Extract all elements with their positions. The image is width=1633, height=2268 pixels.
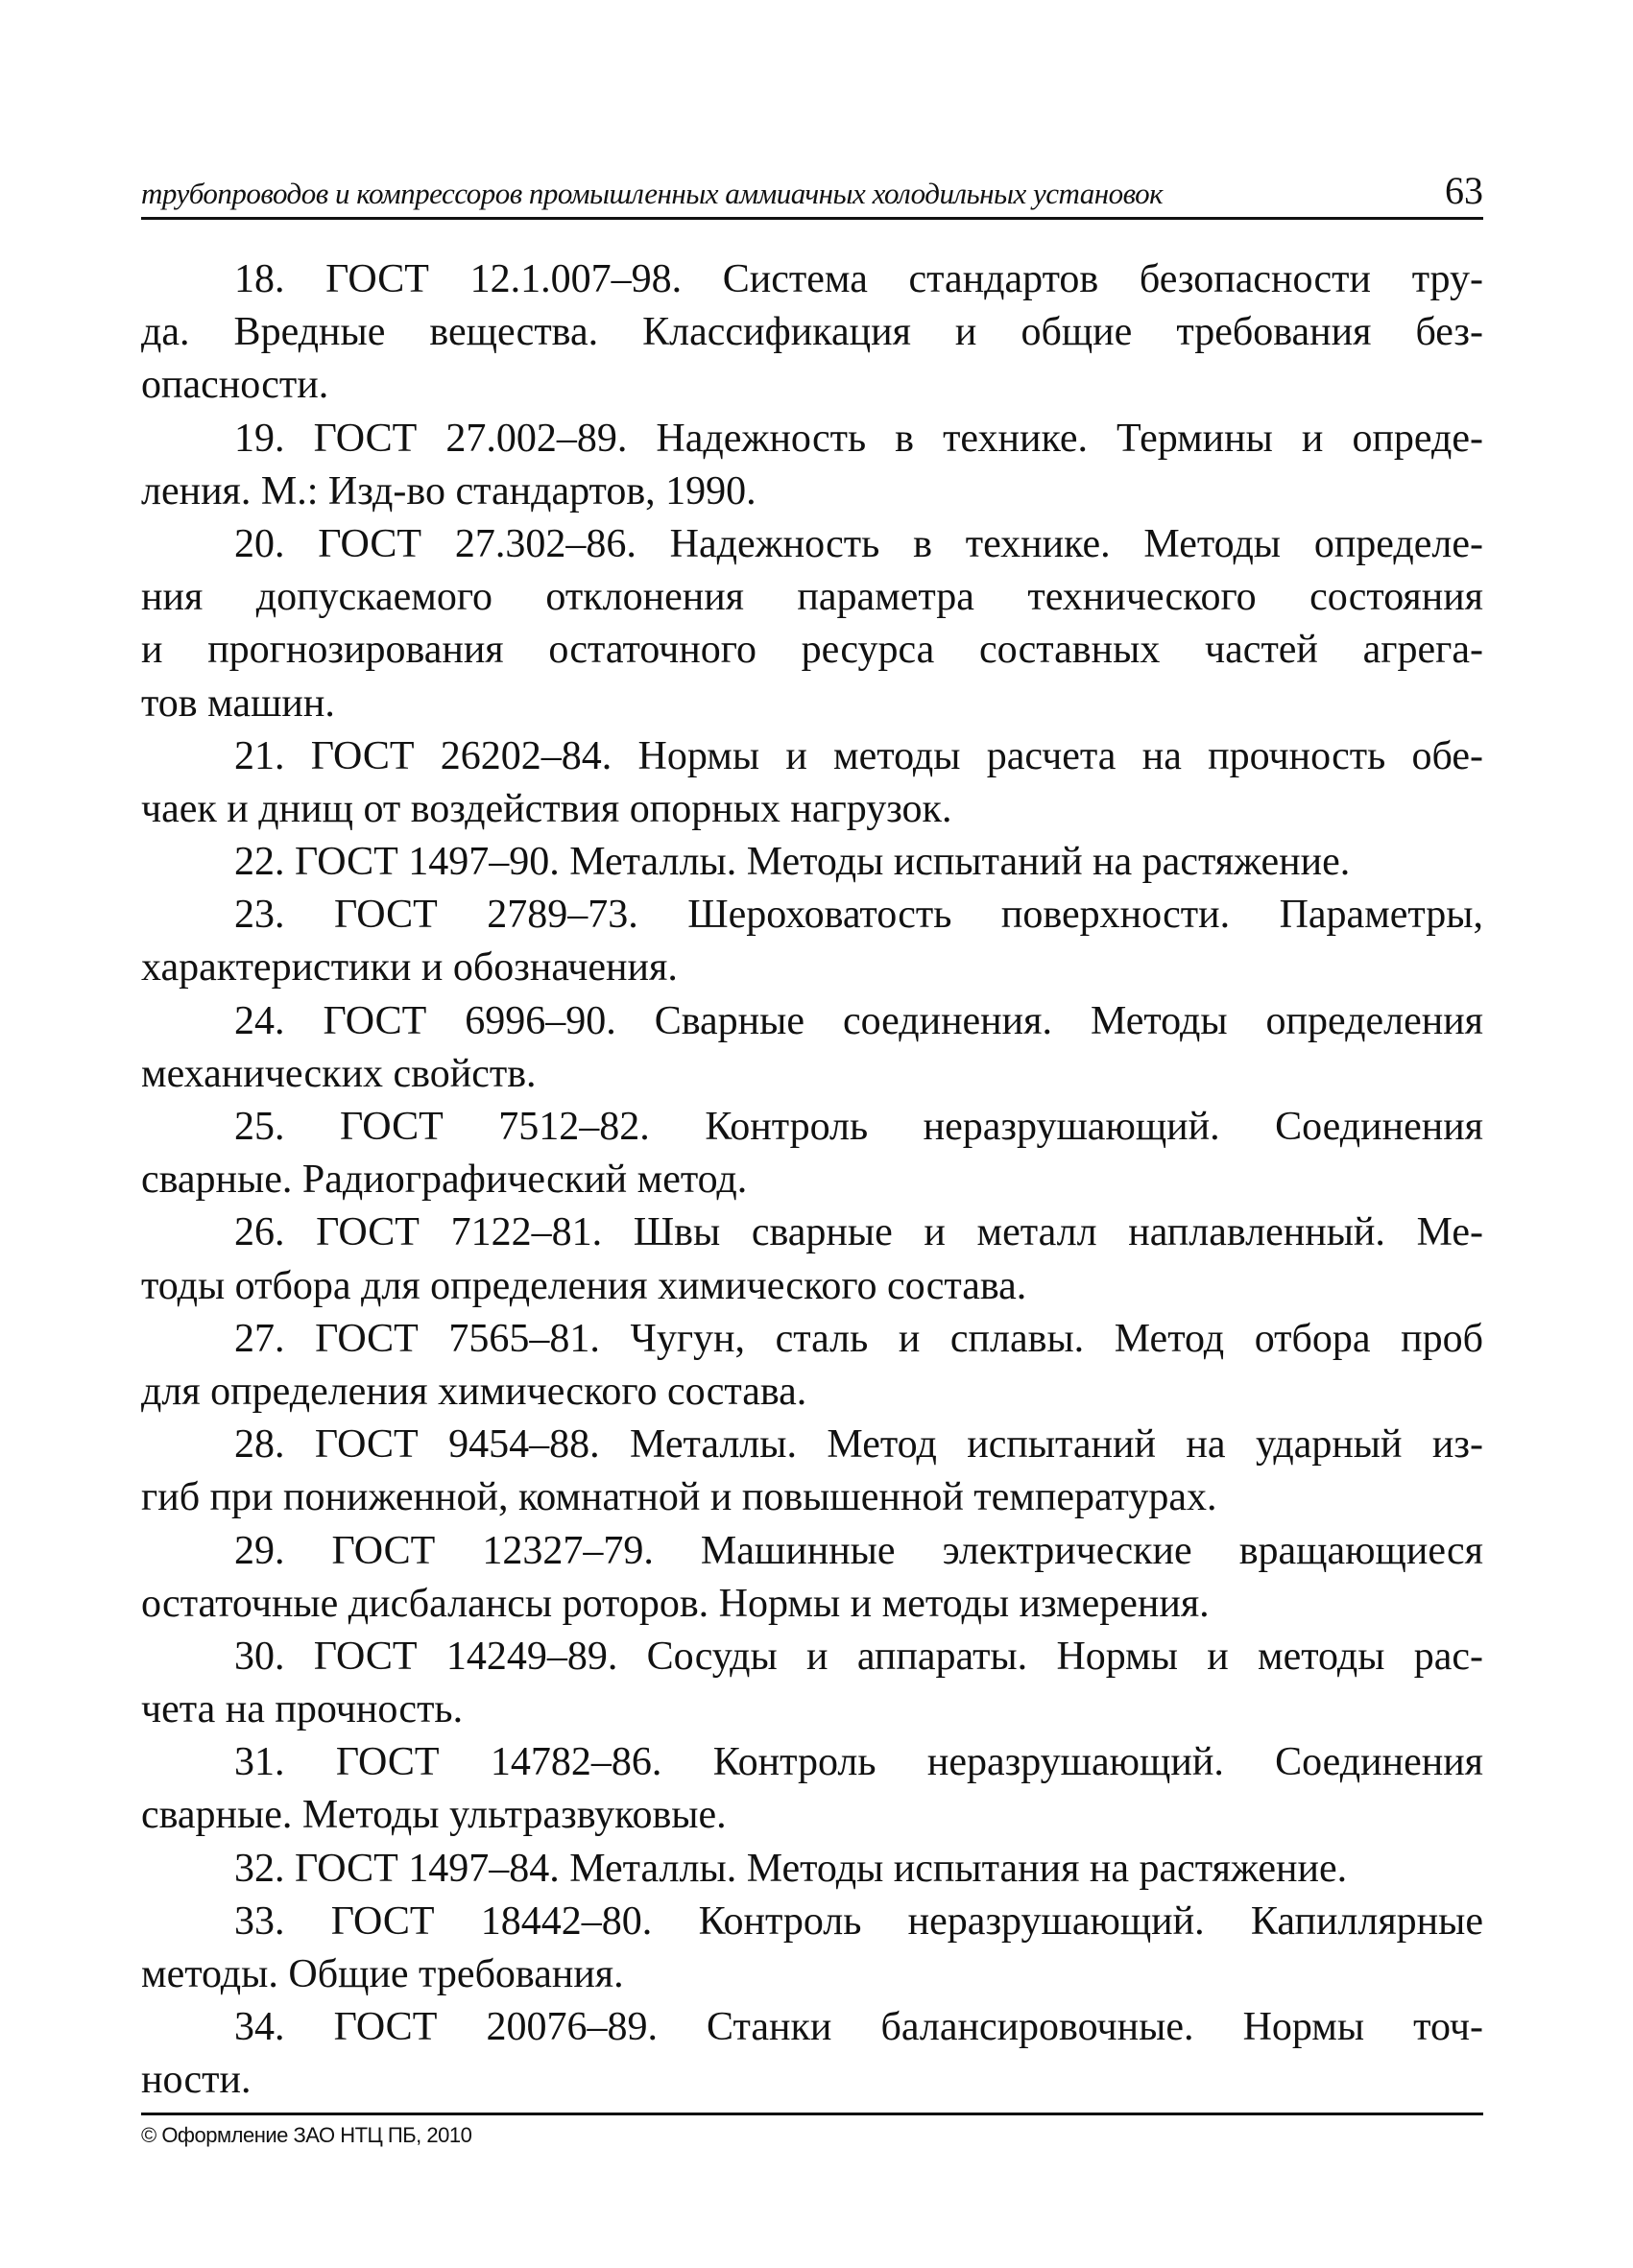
reference-line: 19. ГОСТ 27.002–89. Надежность в технике. Термины и опреде- — [234, 416, 1483, 461]
reference-item — [141, 995, 1483, 1101]
reference-line: тов машин. — [141, 680, 335, 726]
reference-item — [141, 1843, 1483, 1896]
reference-item — [141, 1896, 1483, 2001]
running-title: трубопроводов и компрессоров промышленных аммиачных холодильных установок — [141, 177, 1164, 210]
reference-line: 30. ГОСТ 14249–89. Сосуды и аппараты. Нормы и методы рас- — [234, 1634, 1483, 1679]
reference-item — [141, 1206, 1483, 1312]
running-header — [141, 171, 1483, 215]
reference-line: 23. ГОСТ 2789–73. Шероховатость поверхности. Параметры, — [234, 893, 1483, 938]
footer-rule — [141, 2113, 1483, 2115]
reference-item — [141, 836, 1483, 889]
reference-line: и прогнозирования остаточного ресурса составных частей агрега- — [141, 628, 1483, 673]
reference-line: 34. ГОСТ 20076–89. Станки балансировочные. Нормы точ- — [234, 2005, 1483, 2050]
reference-line: ния допускаемого отклонения параметра технического состояния — [141, 575, 1483, 620]
reference-line: для определения химического состава. — [141, 1369, 807, 1414]
reference-item — [141, 889, 1483, 994]
reference-line: характеристики и обозначения. — [141, 945, 678, 991]
reference-line: опасности. — [141, 363, 329, 408]
reference-line: методы. Общие требования. — [141, 1952, 624, 1996]
reference-item — [141, 1525, 1483, 1631]
header-rule — [141, 217, 1483, 220]
reference-line: 32. ГОСТ 1497–84. Металлы. Методы испытания на растяжение. — [234, 1846, 1348, 1891]
reference-line: механических свойств. — [141, 1051, 537, 1096]
reference-line: остаточные дисбалансы роторов. Нормы и методы измерения. — [141, 1581, 1210, 1626]
reference-item — [141, 518, 1483, 730]
reference-line: 31. ГОСТ 14782–86. Контроль неразрушающий. Соединения — [234, 1740, 1483, 1785]
page-number: 63 — [1445, 169, 1483, 212]
copyright-footer: © Оформление ЗАО НТЦ ПБ, 2010 — [141, 2123, 472, 2147]
reference-line: чета на прочность. — [141, 1687, 464, 1732]
reference-list — [141, 253, 1483, 2108]
reference-item — [141, 1736, 1483, 1842]
reference-item — [141, 253, 1483, 413]
reference-line: тоды отбора для определения химического состава. — [141, 1263, 1027, 1308]
reference-item — [141, 413, 1483, 518]
reference-line: сварные. Радиографический метод. — [141, 1158, 748, 1203]
reference-line: 18. ГОСТ 12.1.007–98. Система стандартов безопасности тру- — [234, 257, 1483, 301]
reference-line: 33. ГОСТ 18442–80. Контроль неразрушающий. Капиллярные — [234, 1898, 1483, 1944]
reference-line: 29. ГОСТ 12327–79. Машинные электрические вращающиеся — [234, 1528, 1483, 1573]
reference-item — [141, 1419, 1483, 1524]
reference-line: 22. ГОСТ 1497–90. Металлы. Методы испытаний на растяжение. — [234, 840, 1351, 885]
reference-line: 28. ГОСТ 9454–88. Металлы. Метод испытаний на ударный из- — [234, 1422, 1483, 1468]
reference-line: ности. — [141, 2058, 252, 2103]
reference-line: сварные. Методы ультразвуковые. — [141, 1793, 727, 1838]
reference-item — [141, 2001, 1483, 2107]
reference-line: чаек и днищ от воздействия опорных нагрузок. — [141, 786, 952, 831]
reference-line: 21. ГОСТ 26202–84. Нормы и методы расчета на прочность обе- — [234, 733, 1483, 778]
reference-line: 25. ГОСТ 7512–82. Контроль неразрушающий. Соединения — [234, 1105, 1483, 1149]
reference-item — [141, 1631, 1483, 1736]
reference-line: да. Вредные вещества. Классификация и общие требования без- — [141, 310, 1483, 355]
reference-line: 27. ГОСТ 7565–81. Чугун, сталь и сплавы. Метод отбора проб — [234, 1316, 1483, 1361]
reference-line: 26. ГОСТ 7122–81. Швы сварные и металл наплавленный. Ме- — [234, 1210, 1483, 1255]
reference-line: гиб при пониженной, комнатной и повышенной температурах. — [141, 1475, 1217, 1520]
reference-line: ления. М.: Изд-во стандартов, 1990. — [141, 468, 756, 513]
reference-item — [141, 730, 1483, 836]
reference-line: 24. ГОСТ 6996–90. Сварные соединения. Методы определения — [234, 998, 1483, 1043]
reference-item — [141, 1101, 1483, 1206]
reference-line: 20. ГОСТ 27.302–86. Надежность в технике. Методы определе- — [234, 521, 1483, 566]
reference-item — [141, 1313, 1483, 1419]
